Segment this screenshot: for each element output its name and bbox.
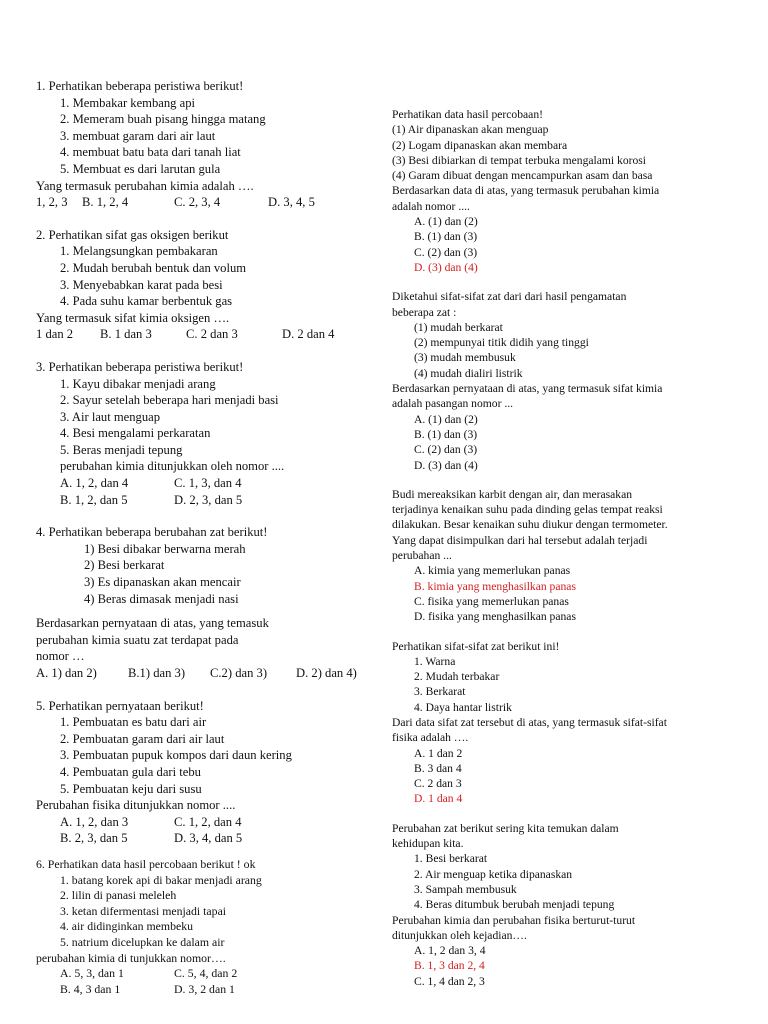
question-r5-title: Perubahan zat berikut sering kita temukan dalam (392, 821, 619, 835)
question-r3 (392, 487, 762, 625)
question-r2-prompt: adalah pasangan nomor ... (392, 397, 514, 411)
question-4-item: 1) Besi dibakar berwarna merah (84, 541, 246, 556)
question-1-options (36, 194, 376, 211)
question-3 (36, 359, 376, 508)
question-3-options-row2 (36, 492, 376, 509)
option-d-answer: D. 1 dan 4 (414, 792, 463, 806)
question-1-item: 5. Membuat es dari larutan gula (60, 161, 221, 176)
question-6-options-row1 (36, 966, 376, 982)
question-4-title: 4. Perhatikan beberapa berubahan zat berikut! (36, 525, 268, 540)
question-r2-item: (1) mudah berkarat (414, 320, 503, 334)
question-6 (36, 857, 376, 997)
question-1-item: 3. membuat garam dari air laut (60, 128, 216, 143)
question-6-title: 6. Perhatikan data hasil percobaan berikut ! ok (36, 856, 256, 871)
question-3-item: 3. Air laut menguap (60, 409, 161, 424)
question-2-item: 3. Menyebabkan karat pada besi (60, 277, 223, 292)
question-5-item: 4. Pembuatan gula dari tebu (60, 764, 201, 779)
option-c: C. 2, 3, 4 (174, 195, 221, 210)
question-r2-item: (3) mudah membusuk (414, 351, 516, 365)
question-r1-prompt: adalah nomor .... (392, 199, 470, 213)
question-1-title: 1. Perhatikan beberapa peristiwa berikut! (36, 79, 244, 93)
question-r3-text: terjadinya kenaikan suhu pada dinding gelas tempat reaksi (392, 503, 663, 517)
question-r2-title: beberapa zat : (392, 305, 457, 319)
left-column (36, 78, 376, 997)
option-a: A. (1) dan (2) (414, 215, 478, 229)
option-c: C. 1, 4 dan 2, 3 (414, 974, 485, 988)
question-5-options-row2 (36, 830, 376, 847)
option-a: A. (1) dan (2) (414, 412, 478, 426)
question-5-options-row1 (36, 814, 376, 831)
option-a: A. kimia yang memerlukan panas (414, 564, 571, 578)
option-a: 1, 2, 3 (36, 195, 68, 210)
question-r3-text: Budi mereaksikan karbit dengan air, dan merasakan (392, 487, 633, 501)
option-a: A. 5, 3, dan 1 (60, 966, 124, 981)
option-b: B. 1 dan 3 (100, 327, 152, 342)
option-d-answer: D. (3) dan (4) (414, 260, 478, 274)
question-1-prompt: Yang termasuk perubahan kimia adalah …. (36, 178, 254, 193)
question-r2-item: (2) mempunyai titik didih yang tinggi (414, 336, 589, 350)
question-3-item: 1. Kayu dibakar menjadi arang (60, 376, 216, 391)
option-d: D. (3) dan (4) (414, 458, 478, 472)
question-r1-item: (1) Air dipanaskan akan menguap (392, 123, 549, 137)
question-2-prompt: Yang termasuk sifat kimia oksigen …. (36, 310, 230, 325)
question-r3-text: Yang dapat disimpulkan dari hal tersebut adalah terjadi (392, 533, 648, 547)
question-4-item: 4) Beras dimasak menjadi nasi (84, 591, 239, 606)
option-d: D. 2, 3, dan 5 (174, 492, 243, 507)
right-column (392, 107, 762, 989)
question-r4-prompt: fisika adalah …. (392, 731, 469, 745)
question-4-options (36, 665, 376, 682)
option-a: A. 1) dan 2) (36, 666, 97, 680)
option-c: C. 2 dan 3 (414, 777, 462, 791)
option-d: D. 3, 2 dan 1 (174, 981, 235, 996)
option-d: D. fisika yang menghasilkan panas (414, 610, 576, 624)
question-6-item: 3. ketan difermentasi menjadi tapai (60, 903, 227, 918)
question-r4-title: Perhatikan sifat-sifat zat berikut ini! (392, 639, 560, 653)
question-2-title: 2. Perhatikan sifat gas oksigen berikut (36, 227, 229, 242)
option-c: C. (2) dan (3) (414, 245, 478, 259)
question-6-item: 2. lilin di panasi meleleh (60, 888, 177, 903)
option-b: B. 1, 2, dan 5 (60, 492, 128, 507)
question-r5-prompt: ditunjukkan oleh kejadian…. (392, 928, 527, 942)
option-b: B. (1) dan (3) (414, 427, 478, 441)
question-r4-item: 1. Warna (414, 654, 456, 668)
question-5-item: 3. Pembuatan pupuk kompos dari daun kering (60, 748, 292, 763)
question-r5-title: kehidupan kita. (392, 837, 464, 851)
question-4-prompt: Berdasarkan pernyataan di atas, yang temasuk (36, 616, 269, 631)
question-r4 (392, 639, 762, 807)
question-r1 (392, 107, 762, 275)
option-a: A. 1, 2, dan 4 (60, 476, 129, 491)
question-r4-item: 2. Mudah terbakar (414, 670, 500, 684)
option-d: D. 2) dan 4) (296, 666, 357, 680)
question-6-item: 5. natrium dicelupkan ke dalam air (60, 934, 225, 949)
question-r4-prompt: Dari data sifat zat tersebut di atas, yang termasuk sifat-sifat (392, 715, 667, 729)
question-6-item: 1. batang korek api di bakar menjadi arang (60, 872, 262, 887)
option-b-answer: B. 1, 3 dan 2, 4 (414, 959, 485, 973)
option-c: C. 1, 3, dan 4 (174, 476, 242, 491)
question-5 (36, 698, 376, 847)
question-5-item: 1. Pembuatan es batu dari air (60, 715, 207, 730)
option-b: B. 2, 3, dan 5 (60, 831, 128, 846)
question-2-item: 2. Mudah berubah bentuk dan volum (60, 260, 247, 275)
question-2-options (36, 326, 376, 343)
question-3-item: 4. Besi mengalami perkaratan (60, 426, 211, 441)
question-3-options-row1 (36, 475, 376, 492)
question-1-item: 2. Memeram buah pisang hingga matang (60, 112, 266, 127)
question-r4-item: 3. Berkarat (414, 685, 466, 699)
question-1-item: 4. membuat batu bata dari tanah liat (60, 145, 241, 160)
option-c: C. (2) dan (3) (414, 443, 478, 457)
question-4 (36, 524, 376, 681)
option-c: C. 1, 2, dan 4 (174, 814, 242, 829)
option-c: C.2) dan 3) (210, 666, 268, 680)
option-b: B. (1) dan (3) (414, 230, 478, 244)
option-b: B. 3 dan 4 (414, 761, 462, 775)
question-1 (36, 78, 376, 211)
question-3-item: 5. Beras menjadi tepung (60, 442, 183, 457)
question-2 (36, 227, 376, 343)
question-r5-prompt: Perubahan kimia dan perubahan fisika berturut-turut (392, 913, 636, 927)
question-5-title: 5. Perhatikan pernyataan berikut! (36, 698, 204, 713)
question-r2-item: (4) mudah dialiri listrik (414, 366, 523, 380)
question-r4-item: 4. Daya hantar listrik (414, 700, 512, 714)
question-3-prompt: perubahan kimia ditunjukkan oleh nomor .... (60, 459, 285, 474)
question-2-item: 1. Melangsungkan pembakaran (60, 244, 218, 259)
question-r5-item: 1. Besi berkarat (414, 852, 488, 866)
question-4-item: 2) Besi berkarat (84, 558, 165, 573)
question-1-item: 1. Membakar kembang api (60, 95, 195, 110)
question-r1-item: (2) Logam dipanaskan akan membara (392, 138, 568, 152)
question-r2-title: Diketahui sifat-sifat zat dari dari hasil pengamatan (392, 290, 627, 304)
question-2-item: 4. Pada suhu kamar berbentuk gas (60, 294, 233, 309)
option-d: D. 3, 4, 5 (268, 195, 315, 210)
question-6-options-row2 (36, 982, 376, 998)
question-4-item: 3) Es dipanaskan akan mencair (84, 575, 241, 590)
option-a: A. 1, 2, dan 3 (60, 814, 129, 829)
question-3-item: 2. Sayur setelah beberapa hari menjadi basi (60, 393, 279, 408)
option-b: B.1) dan 3) (128, 666, 186, 680)
question-r5-item: 2. Air menguap ketika dipanaskan (414, 867, 573, 881)
option-a: A. 1 dan 2 (414, 746, 463, 760)
question-r3-text: perubahan ... (392, 549, 452, 563)
question-4-prompt: perubahan kimia suatu zat terdapat pada (36, 632, 239, 647)
question-r1-title: Perhatikan data hasil percobaan! (392, 108, 543, 121)
question-r5-item: 4. Beras ditumbuk berubah menjadi tepung (414, 898, 615, 912)
option-d: D. 3, 4, dan 5 (174, 831, 243, 846)
question-r1-item: (3) Besi dibiarkan di tempat terbuka mengalami korosi (392, 153, 647, 167)
question-r2 (392, 289, 762, 473)
option-c: C. fisika yang memerlukan panas (414, 594, 569, 608)
option-a: 1 dan 2 (36, 327, 74, 342)
question-r5-item: 3. Sampah membusuk (414, 882, 517, 896)
option-c: C. 2 dan 3 (186, 327, 238, 342)
option-c: C. 5, 4, dan 2 (174, 966, 238, 981)
question-5-item: 2. Pembuatan garam dari air laut (60, 731, 225, 746)
option-a: A. 1, 2 dan 3, 4 (414, 944, 486, 958)
question-r5 (392, 821, 762, 989)
question-6-item: 4. air didinginkan membeku (60, 919, 194, 934)
question-6-prompt: perubahan kimia di tunjukkan nomor…. (36, 950, 226, 965)
option-b-answer: B. kimia yang menghasilkan panas (414, 579, 576, 593)
question-4-prompt: nomor … (36, 649, 85, 664)
option-d: D. 2 dan 4 (282, 327, 335, 342)
question-r1-item: (4) Garam dibuat dengan mencampurkan asam dan basa (392, 169, 653, 183)
option-b: B. 4, 3 dan 1 (60, 981, 121, 996)
question-r2-prompt: Berdasarkan pernyataan di atas, yang termasuk sifat kimia (392, 382, 663, 396)
option-b: B. 1, 2, 4 (82, 195, 129, 210)
question-5-prompt: Perubahan fisika ditunjukkan nomor .... (36, 798, 236, 813)
question-r3-text: dilakukan. Besar kenaikan suhu diukur dengan termometer. (392, 518, 668, 532)
question-3-title: 3. Perhatikan beberapa peristiwa berikut! (36, 359, 244, 374)
question-r1-prompt: Berdasarkan data di atas, yang termasuk perubahan kimia (392, 184, 660, 198)
question-5-item: 5. Pembuatan keju dari susu (60, 781, 202, 796)
